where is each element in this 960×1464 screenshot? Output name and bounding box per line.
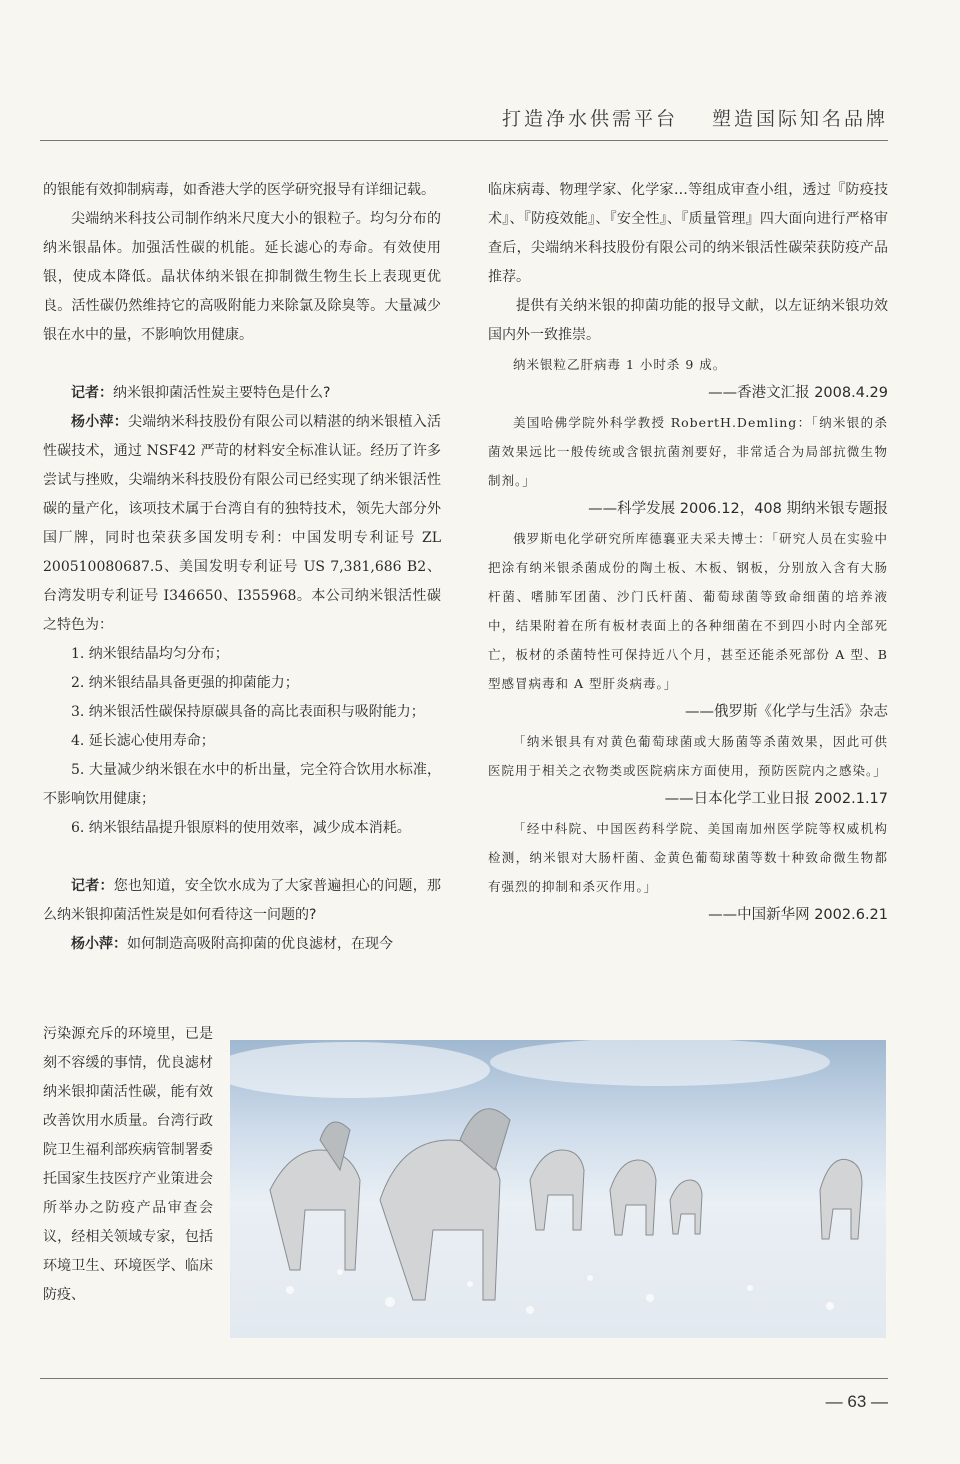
quote-source: ——俄罗斯《化学与生活》杂志: [685, 704, 888, 720]
paragraph: 临床病毒、物理学家、化学家…等组成审查小组，透过『防疫技术』、『防疫效能』、『安全性』、『质量管理』四大面向进行严格审查后，尖端纳米科技股份有限公司的纳米银活性碳荣获防疫产品推荐。: [488, 182, 888, 285]
paragraph: 尖端纳米科技公司制作纳米尺度大小的银粒子。均匀分布的纳米银晶体。加强活性碳的机能。延长滤心的寿命。有效使用银，使成本降低。晶状体纳米银在抑制微生物生长上表现更优良。活性碳仍然维持它的高吸附能力来除氯及除臭等。大量减少银在水中的量，不影响饮用健康。: [43, 211, 441, 343]
feature-item: 2. 纳米银结晶具备更强的抑菌能力；: [71, 675, 299, 691]
slogan-left: 打造净水供需平台: [501, 108, 678, 130]
answer-2-continued: 污染源充斥的环境里，已是刻不容缓的事情，优良滤材纳米银抑菌活性碳，能有效改善饮用水质量。台湾行政院卫生福利部疾病管制署委托国家生技医疗产业策进会所举办之防疫产品审查会议，经相关领域专家，包括环境卫生、环境医学、临床防疫、: [43, 1026, 213, 1303]
quote: 美国哈佛学院外科学教授 RobertH.Demling：「纳米银的杀菌效果远比一般传统或含银抗菌剂要好，非常适合为局部抗微生物制剂。」: [488, 415, 888, 488]
answer-1: [43, 408, 441, 640]
paragraph: 提供有关纳米银的抑菌功能的报导文献，以左证纳米银功效国内外一致推崇。: [488, 298, 888, 343]
feature-item: 5. 大量减少纳米银在水中的析出量，完全符合饮用水标准，不影响饮用健康；: [43, 762, 441, 807]
answer-text: 尖端纳米科技股份有限公司以精湛的纳米银植入活性碳技术，通过 NSF42 严苛的材料安全标准认证。经历了许多尝试与挫败，尖端纳米科技股份有限公司已经实现了纳米银活性碳的量产化，该项技术属于台湾自有的独特技术，领先大部分外国厂牌，同时也荣获多国发明专利：中国发明专利证号 ZL 200510080687.5、美国发明专利证号 US 7,381,686 B2、台湾发明专利证号 I346650、I355968。本公司纳米银活性碳之特色为：: [43, 414, 442, 633]
quote: 俄罗斯电化学研究所库德襄亚夫采夫博士：「研究人员在实验中把涂有纳米银杀菌成份的陶土板、木板、钢板，分别放入含有大肠杆菌、嗜肺军团菌、沙门氏杆菌、葡萄球菌等致命细菌的培养液中，结果附着在所有板材表面上的各种细菌在不到四小时内全部死亡，板材的杀菌特性可保持近八个月，甚至还能杀死部份 A 型、B 型感冒病毒和 A 型肝炎病毒。」: [488, 531, 888, 691]
feature-item: 6. 纳米银结晶提升银原料的使用效率，减少成本消耗。: [71, 820, 411, 836]
reporter-label: 记者：: [71, 878, 114, 894]
quote: 「纳米银具有对黄色葡萄球菌或大肠菌等杀菌效果，因此可供医院用于相关之衣物类或医院病床方面使用，预防医院内之感染。」: [488, 734, 888, 778]
feature-item: 4. 延长滤心使用寿命；: [71, 733, 215, 749]
quote-source: ——科学发展 2006.12，408 期纳米银专题报: [588, 501, 888, 517]
right-column: [488, 176, 888, 930]
reporter-label: 记者：: [71, 385, 113, 401]
quote-source: ——香港文汇报 2008.4.29: [708, 385, 888, 401]
question-2: [43, 872, 441, 930]
quote-source: ——中国新华网 2002.6.21: [708, 907, 888, 923]
quote: 纳米银粒乙肝病毒 1 小时杀 9 成。: [513, 357, 727, 372]
header-slogan: [502, 104, 888, 131]
page-number: — 63 —: [825, 1392, 888, 1411]
horses-photo: [230, 1040, 886, 1338]
answer-2-start: [43, 930, 441, 959]
question-1: [43, 379, 441, 408]
interviewee-label: 杨小萍：: [71, 414, 128, 430]
question-text: 您也知道，安全饮水成为了大家普遍担心的问题，那么纳米银抑菌活性炭是如何看待这一问题的?: [43, 878, 442, 923]
quote-source: ——日本化学工业日报 2002.1.17: [664, 791, 888, 807]
left-column: [43, 176, 441, 959]
narrow-text-block: [43, 1020, 213, 1310]
question-text: 纳米银抑菌活性炭主要特色是什么?: [113, 385, 331, 401]
slogan-right: 塑造国际知名品牌: [711, 108, 888, 130]
paragraph: 的银能有效抑制病毒，如香港大学的医学研究报导有详细记载。: [43, 182, 435, 198]
header-rule: [40, 140, 888, 141]
quote: 「经中科院、中国医药科学院、美国南加州医学院等权威机构检测，纳米银对大肠杆菌、金黄色葡萄球菌等数十种致命微生物都有强烈的抑制和杀灭作用。」: [488, 821, 888, 894]
answer-text: 如何制造高吸附高抑菌的优良滤材，在现今: [127, 936, 393, 952]
horses-illustration: [230, 1040, 886, 1338]
feature-item: 3. 纳米银活性碳保持原碳具备的高比表面积与吸附能力；: [71, 704, 425, 720]
interviewee-label: 杨小萍：: [71, 936, 127, 952]
feature-item: 1. 纳米银结晶均匀分布；: [71, 646, 229, 662]
footer-rule: [40, 1378, 888, 1379]
